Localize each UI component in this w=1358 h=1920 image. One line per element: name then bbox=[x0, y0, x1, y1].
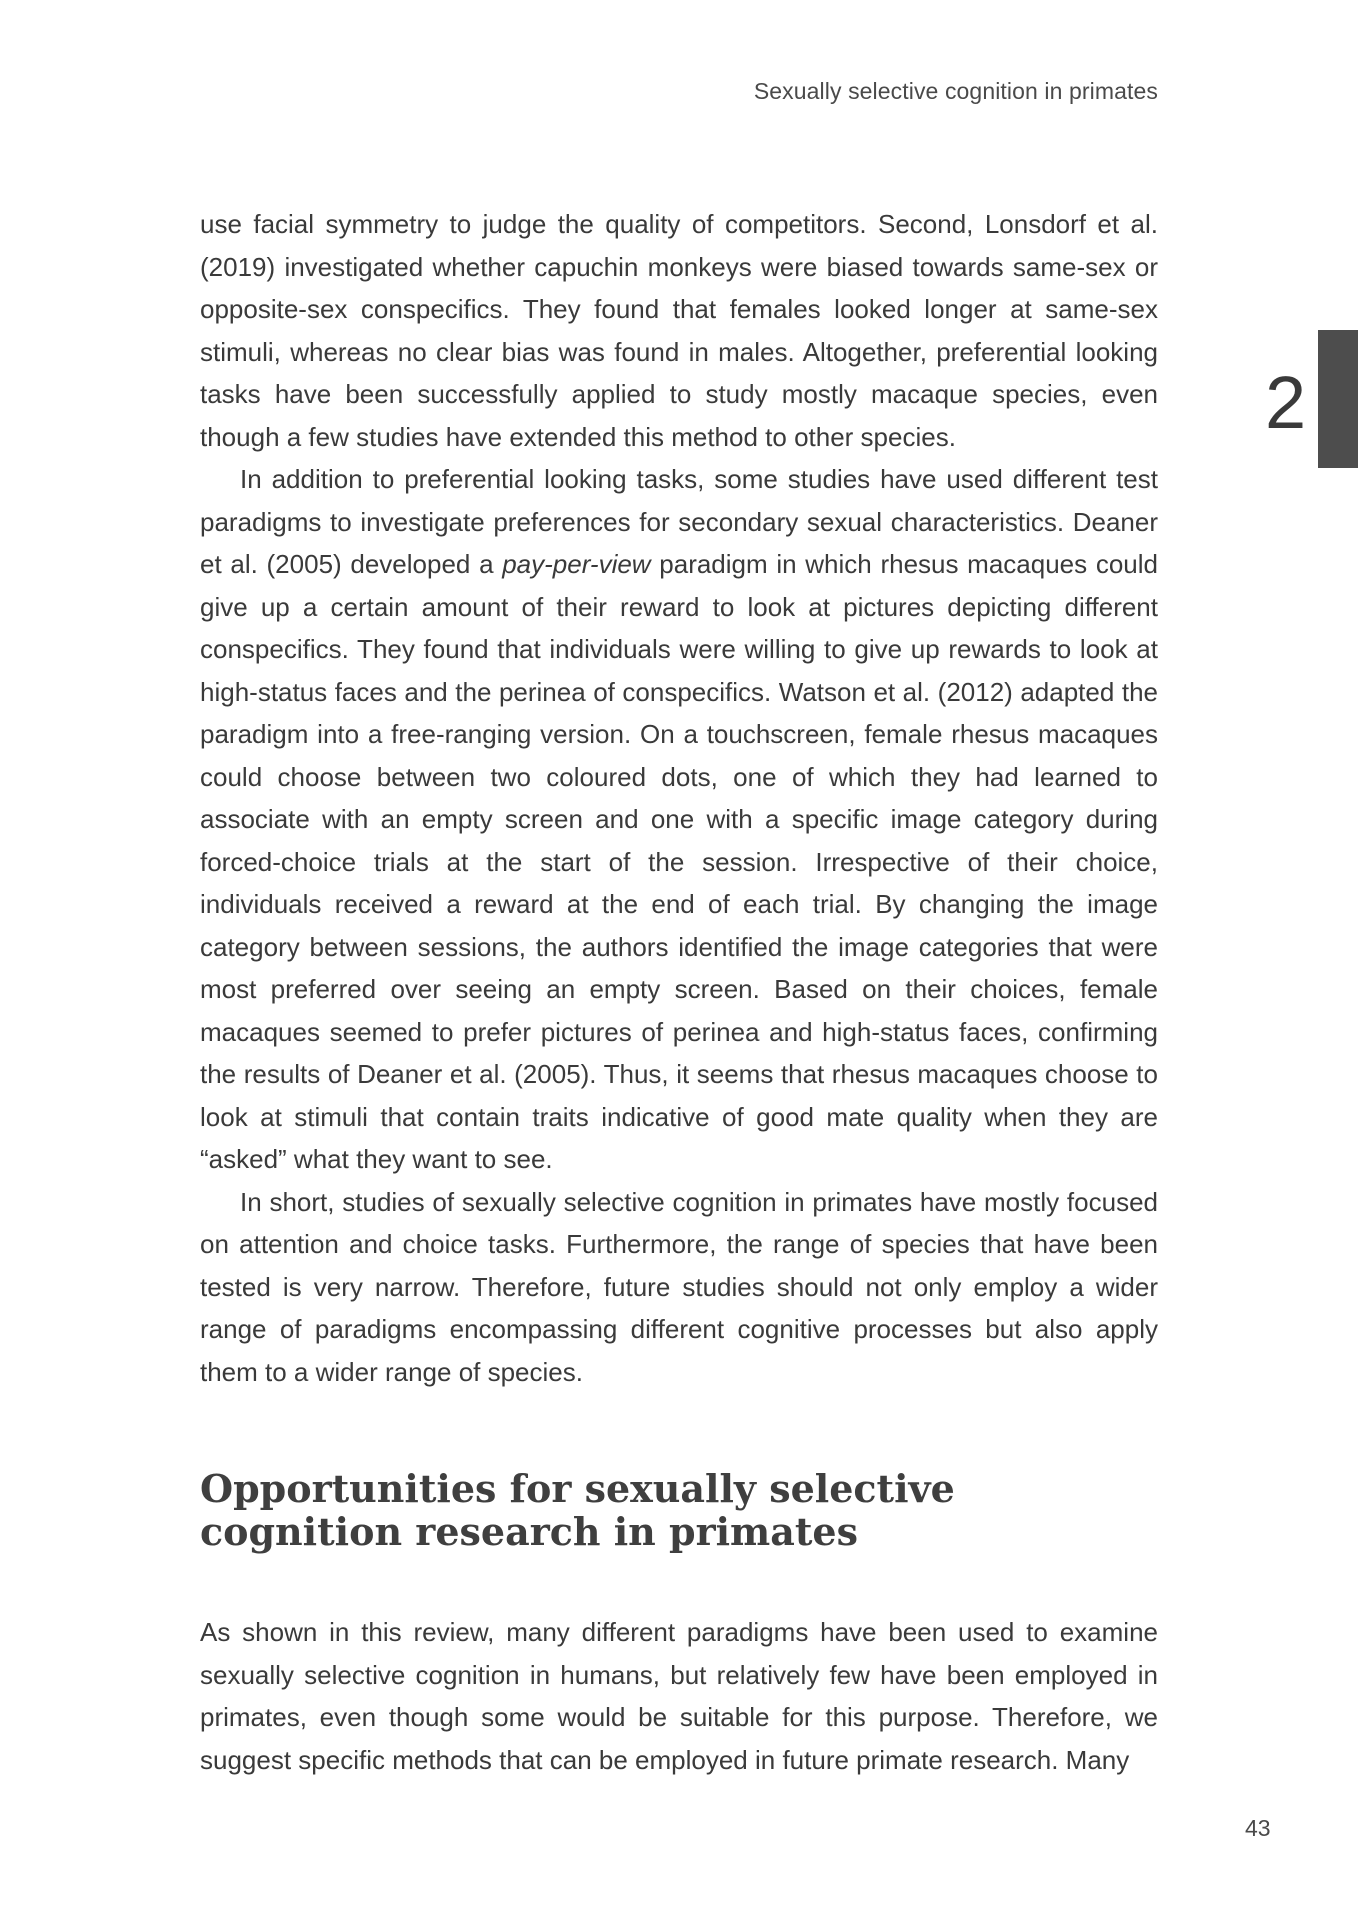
page-body bbox=[200, 203, 1158, 1781]
paragraph-2 bbox=[200, 458, 1158, 1181]
paragraph-4: As shown in this review, many different paradigms have been used to examine sexually selective cognition in humans, but relatively few have been employed in primates, even though some would be suitable for this purpose. Therefore, we suggest specific methods that can be employed in future primate research. Many bbox=[200, 1617, 1158, 1775]
paragraph-1: use facial symmetry to judge the quality of competitors. Second, Lonsdorf et al. (2019) investigated whether capuchin monkeys were biased towards same-sex or opposite-sex conspecifics. They found that females looked longer at same-sex stimuli, whereas no clear bias was found in males. Altogether, preferential looking tasks have been successfully applied to study mostly macaque species, even though a few studies have extended this method to other species. bbox=[200, 209, 1158, 452]
paragraph-2-text-a: In addition to preferential looking tasks, some studies have used different test paradigms to investigate preferences for secondary sexual characteristics. Deaner et al. (2005) developed a bbox=[200, 464, 1158, 579]
paragraph-2-text-b: paradigm in which rhesus macaques could give up a certain amount of their reward to look at pictures depicting different conspecifics. They found that individuals were willing to give up rewards to look at high-status faces and the perinea of conspecifics. Watson et al. (2012) adapted the paradigm into a free-ranging version. On a touchscreen, female rhesus macaques could choose between two coloured dots, one of which they had learned to associate with an empty screen and one with a specific image category during forced-choice trials at the start of the session. Irrespective of their choice, individuals received a reward at the end of each trial. By changing the image category between sessions, the authors identified the image categories that were most preferred over seeing an empty screen. Based on their choices, female macaques seemed to prefer pictures of perinea and high-status faces, confirming the results of Deaner et al. (2005). Thus, it seems that rhesus macaques choose to look at stimuli that contain traits indicative of good mate quality when they are “asked” what they want to see. bbox=[200, 549, 1158, 1174]
paragraph-3: In short, studies of sexually selective cognition in primates have mostly focused on attention and choice tasks. Furthermore, the range of species that have been tested is very narrow. Therefore, future studies should not only employ a wider range of paradigms encompassing different cognitive processes but also apply them to a wider range of species. bbox=[200, 1186, 1158, 1387]
chapter-number: 2 bbox=[1265, 361, 1307, 444]
page-number: 43 bbox=[1245, 1815, 1271, 1841]
paragraph-2-italic-term: pay-per-view bbox=[502, 549, 651, 579]
chapter-tab-marker bbox=[1318, 330, 1358, 468]
section-heading: Opportunities for sexually selective cognition research in primates bbox=[200, 1466, 955, 1554]
running-header: Sexually selective cognition in primates bbox=[753, 78, 1158, 104]
